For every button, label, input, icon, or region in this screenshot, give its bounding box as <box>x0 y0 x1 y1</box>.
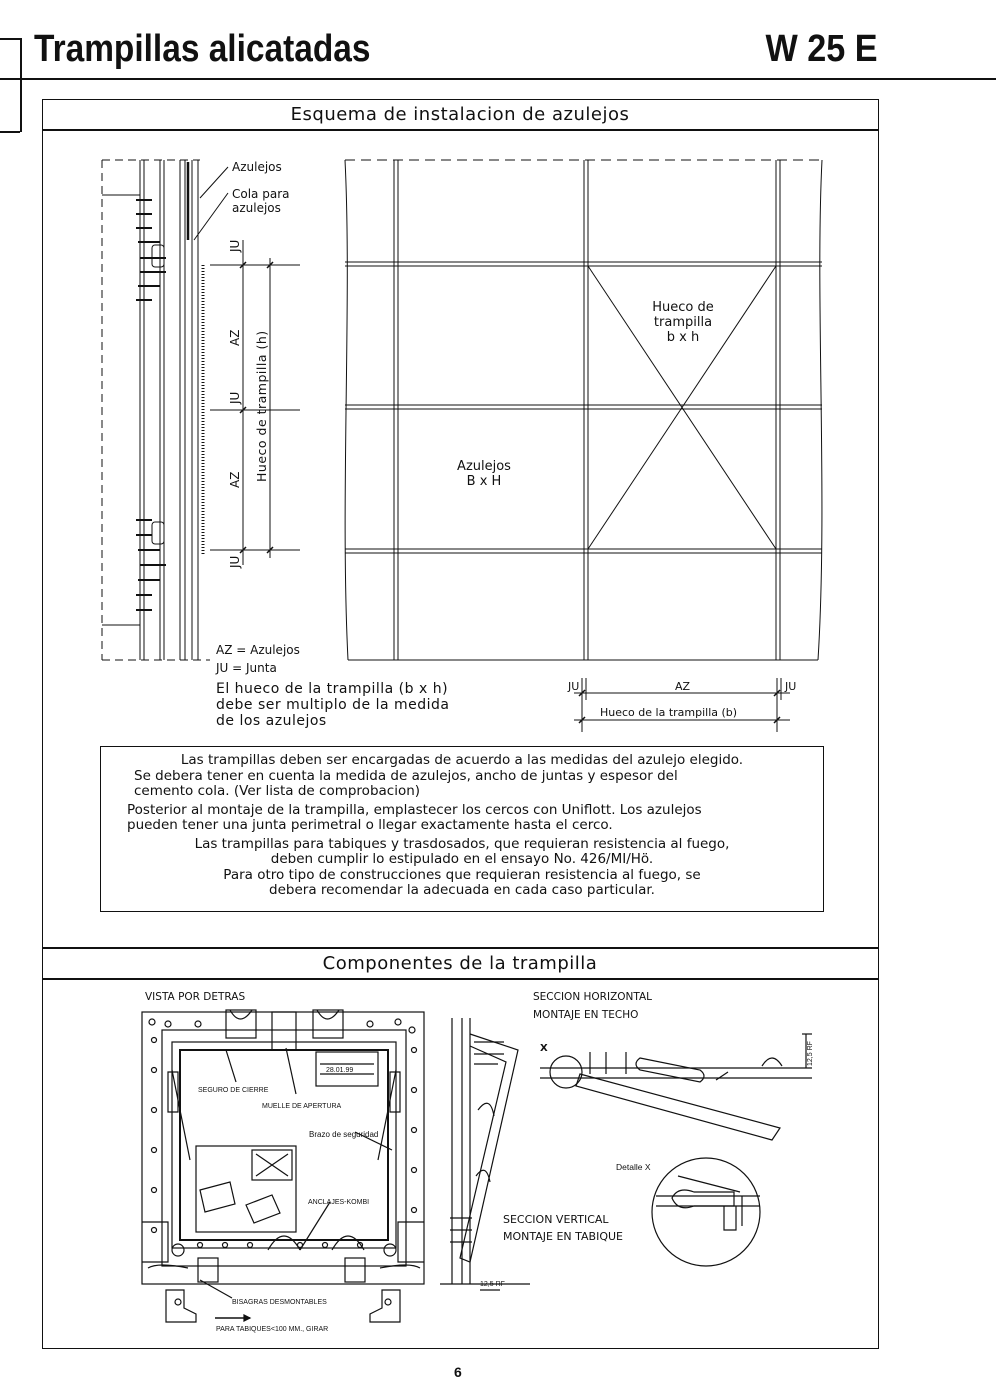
ju-label-middle: JU <box>228 391 242 404</box>
cola-label-line2: azulejos <box>232 201 281 215</box>
rule-line2: debe ser multiplo de la medida <box>216 697 450 713</box>
note1-line3: cemento cola. (Ver lista de comprobacion) <box>134 783 421 799</box>
note1-line1: Las trampillas deben ser encargadas de acuerdo a las medidas del azulejo elegido. <box>180 752 744 768</box>
vertical-section <box>440 1018 530 1290</box>
callout-lines <box>194 167 228 240</box>
grid-hueco-line1: Hueco de <box>652 300 714 315</box>
rear-view <box>142 1010 424 1322</box>
dim-hueco-horizontal: Hueco de la trampilla (b) <box>600 706 738 719</box>
az-label-upper: AZ <box>228 329 242 346</box>
seccion-horizontal-line2: MONTAJE EN TECHO <box>533 1009 639 1021</box>
page-number: 6 <box>454 1364 462 1380</box>
vista-label: VISTA POR DETRAS <box>145 991 246 1003</box>
grid-hueco-line2: trampilla <box>653 315 713 330</box>
document-code: W 25 E <box>765 28 878 70</box>
cola-label-line1: Cola para <box>232 187 290 201</box>
note3-line2: deben cumplir lo estipulado en el ensayo No. 426/MI/Hö. <box>270 851 654 867</box>
azulejos-label: Azulejos <box>232 160 282 174</box>
bisagras-label: BISAGRAS DESMONTABLES <box>232 1299 327 1306</box>
anclajes-label: ANCLAJES-KOMBI <box>308 1199 370 1206</box>
seccion-vertical-line1: SECCION VERTICAL <box>503 1213 609 1226</box>
seguro-label: SEGURO DE CIERRE <box>198 1087 269 1094</box>
seccion-horizontal-line1: SECCION HORIZONTAL <box>533 991 653 1003</box>
rf-top: 12,5 RF <box>807 1041 814 1066</box>
plate-date: 28.01.99 <box>326 1067 354 1074</box>
note3-line1: Las trampillas para tabiques y trasdosados, que requieran resistencia al fuego, <box>194 835 730 852</box>
grid-hueco-line3: b x h <box>666 330 700 345</box>
rule-line3: de los azulejos <box>216 713 327 729</box>
rf-bottom: 12,5 RF <box>480 1281 505 1288</box>
tabiques-label: PARA TABIQUES<100 MM., GIRAR <box>216 1326 329 1333</box>
note2-line2: pueden tener una junta perimetral o llegar exactamente hasta el cerco. <box>127 817 613 833</box>
ju-label-top: JU <box>228 239 242 252</box>
legend-az: AZ = Azulejos <box>216 643 300 657</box>
notes-box <box>100 746 824 912</box>
section-divider <box>42 947 879 949</box>
note1-line2: Se debera tener en cuenta la medida de azulejos, ancho de juntas y espesor del <box>134 767 678 784</box>
horizontal-section <box>540 1034 812 1140</box>
az-label-lower: AZ <box>228 471 242 488</box>
seccion-vertical-line2: MONTAJE EN TABIQUE <box>503 1230 623 1243</box>
dim-ju-left: JU <box>568 680 580 693</box>
tile-grid <box>345 160 822 660</box>
dim-az: AZ <box>675 680 691 693</box>
ju-label-bottom: JU <box>228 555 242 568</box>
muelle-label: MUELLE DE APERTURA <box>262 1103 342 1110</box>
hueco-vertical-label: Hueco de trampilla (h) <box>254 330 269 482</box>
rule-line1: El hueco de la trampilla (b x h) <box>216 681 449 697</box>
grid-azulejos-line1: Azulejos <box>457 459 511 474</box>
page-title: Trampillas alicatadas <box>34 28 371 70</box>
detail-x <box>652 1158 760 1266</box>
note3-line4: debera recomendar la adecuada en cada caso particular. <box>269 882 655 898</box>
section2-title: Componentes de la trampilla <box>322 953 598 974</box>
dim-ju-right: JU <box>785 680 797 693</box>
grid-azulejos-line2: B x H <box>466 474 502 489</box>
brazo-label: Brazo de seguridad <box>309 1130 379 1139</box>
section1-title: Esquema de instalacion de azulejos <box>290 104 630 125</box>
detalle-label: Detalle X <box>616 1162 651 1172</box>
components-diagram <box>0 980 996 1350</box>
legend-ju: JU = Junta <box>216 661 277 675</box>
wall-section <box>102 160 210 660</box>
note3-line3: Para otro tipo de construcciones que requieran resistencia al fuego, se <box>223 866 701 883</box>
x-mark: X <box>540 1043 548 1054</box>
note2-line1: Posterior al montaje de la trampilla, emplastecer los cercos con Uniflott. Los azulejos <box>127 801 702 818</box>
